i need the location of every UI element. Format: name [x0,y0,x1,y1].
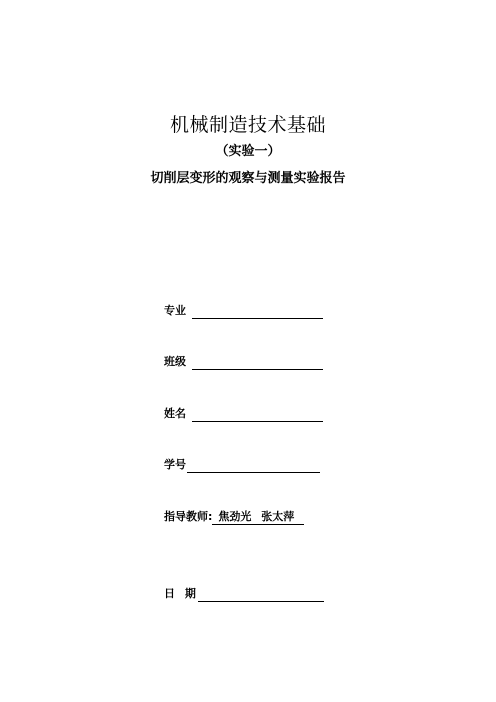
class-blank-line [192,355,323,370]
date-field [164,584,324,602]
report-heading: 切削层变形的观察与测量实验报告 [150,171,346,186]
student-id-label: 学号 [164,458,186,471]
name-label: 姓名 [164,407,186,420]
name-field [164,404,323,422]
student-id-field [164,455,320,473]
document-title: 机械制造技术基础 [169,114,326,136]
instructor-value: 焦劲光 张太萍 [212,510,304,525]
major-field [164,301,323,319]
name-blank-line [192,407,323,422]
document-subtitle: （实验一） [215,144,281,159]
instructor-field [164,507,304,525]
major-blank-line [192,304,323,319]
date-blank-line [198,587,324,602]
class-field [164,352,323,370]
major-label: 专业 [164,304,186,317]
instructor-label: 指导教师: [164,510,213,523]
student-id-blank-line [187,458,320,473]
class-label: 班级 [164,355,186,368]
date-label: 日 期 [164,587,196,600]
